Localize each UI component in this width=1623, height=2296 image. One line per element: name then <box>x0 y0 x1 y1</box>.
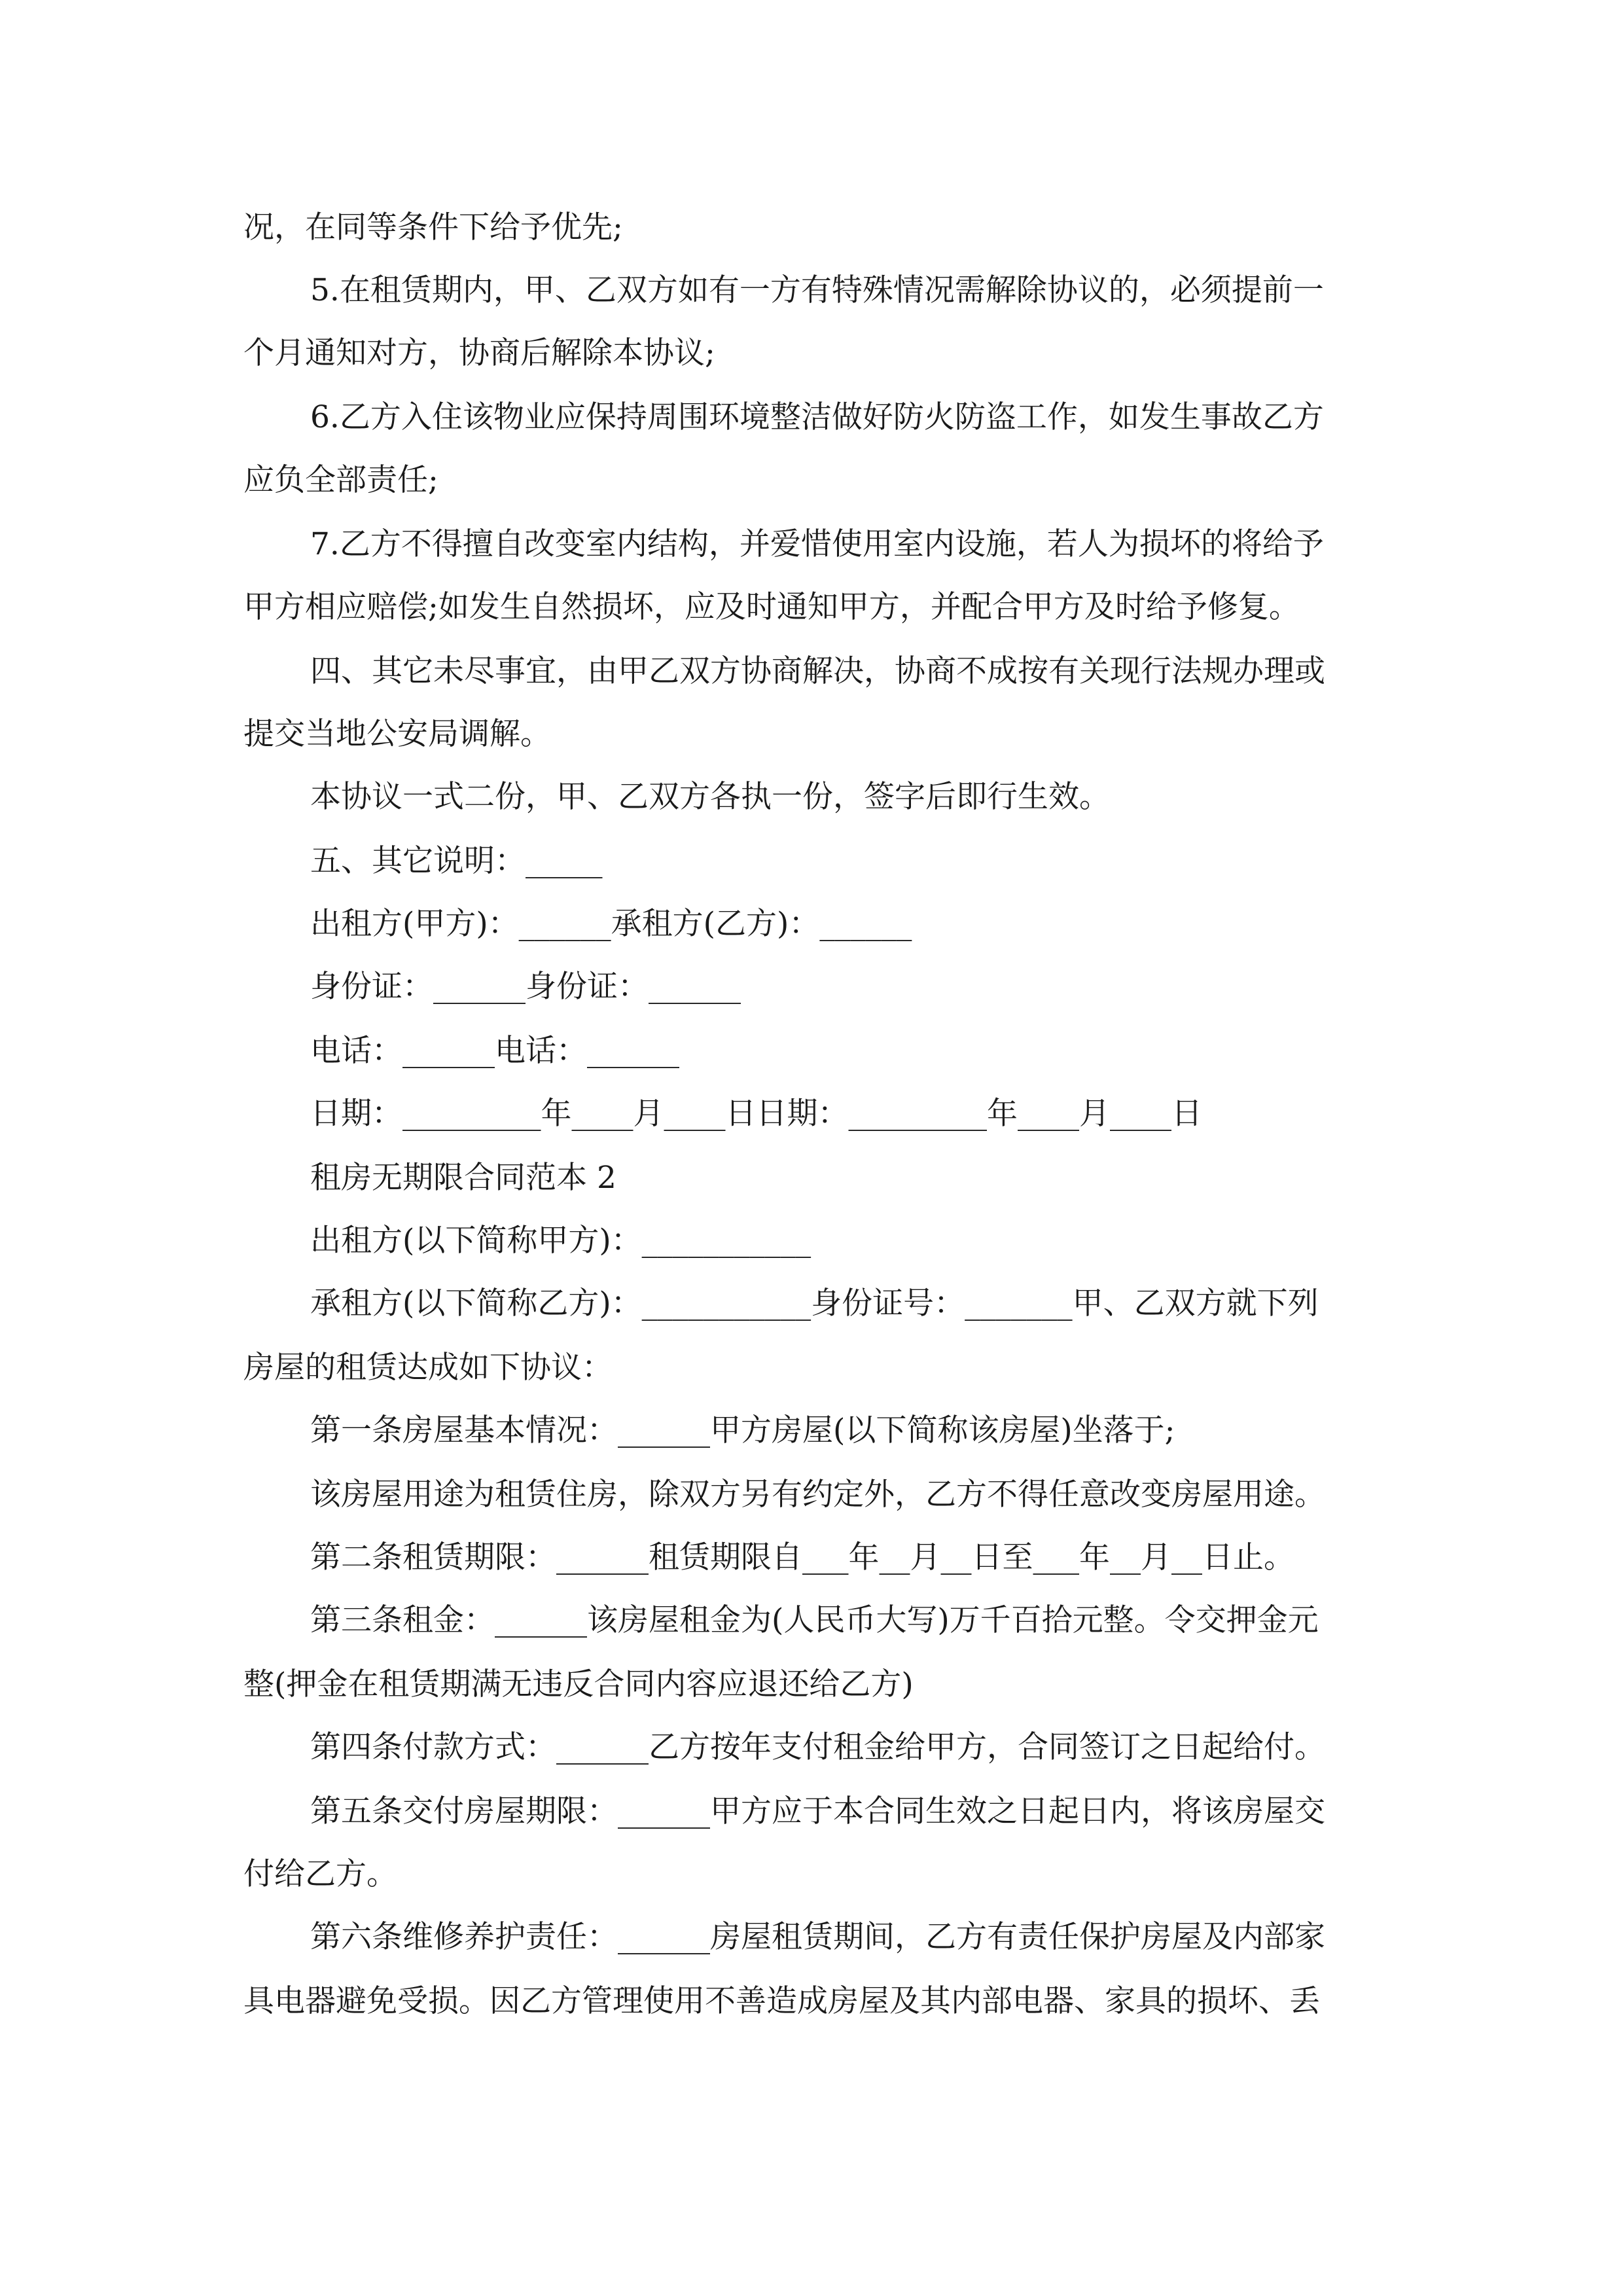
text-line: 租房无期限合同范本 2 <box>310 1160 616 1196</box>
text-line: 电话：______电话：______ <box>310 1033 679 1069</box>
text-line: 日期：_________年____月____日日期：_________年____月____日 <box>310 1096 1202 1132</box>
text-line: 第三条租金：______该房屋租金为(人民币大写)万千百拾元整。令交押金元 <box>310 1602 1319 1638</box>
text-line: 具电器避免受损。因乙方管理使用不善造成房屋及其内部电器、家具的损坏、丢 <box>243 1983 1320 2019</box>
text-line: 第一条房屋基本情况：______甲方房屋(以下简称该房屋)坐落于; <box>310 1412 1175 1448</box>
text-line: 第四条付款方式：______乙方按年支付租金给甲方，合同签订之日起给付。 <box>310 1729 1325 1765</box>
text-line: 第二条租赁期限：______租赁期限自___年__月__日至___年__月__日止。 <box>310 1539 1294 1575</box>
text-line: 甲方相应赔偿;如发生自然损坏，应及时通知甲方，并配合甲方及时给予修复。 <box>243 589 1300 625</box>
text-line: 出租方(甲方)：______承租方(乙方)：______ <box>310 906 912 942</box>
text-line: 整(押金在租赁期满无违反合同内容应退还给乙方) <box>243 1666 914 1702</box>
text-line: 第五条交付房屋期限：______甲方应于本合同生效之日起日内，将该房屋交 <box>310 1793 1325 1829</box>
text-line: 5.在租赁期内，甲、乙双方如有一方有特殊情况需解除协议的，必须提前一 <box>310 272 1324 308</box>
text-line: 该房屋用途为租赁住房，除双方另有约定外，乙方不得任意改变房屋用途。 <box>310 1477 1325 1513</box>
text-line: 7.乙方不得擅自改变室内结构，并爱惜使用室内设施，若人为损坏的将给予 <box>310 526 1324 562</box>
text-line: 提交当地公安局调解。 <box>243 716 551 752</box>
text-line: 身份证：______身份证：______ <box>310 969 741 1005</box>
text-line: 个月通知对方，协商后解除本协议; <box>243 335 715 371</box>
text-line: 付给乙方。 <box>243 1856 397 1892</box>
text-line: 本协议一式二份，甲、乙双方各执一份，签字后即行生效。 <box>310 779 1110 815</box>
text-line: 况，在同等条件下给予优先; <box>243 209 623 245</box>
text-line: 五、其它说明：_____ <box>310 843 603 879</box>
text-line: 出租方(以下简称甲方)：___________ <box>310 1223 812 1259</box>
text-line: 四、其它未尽事宜，由甲乙双方协商解决，协商不成按有关现行法规办理或 <box>310 653 1325 689</box>
text-line: 第六条维修养护责任：______房屋租赁期间，乙方有责任保护房屋及内部家 <box>310 1919 1325 1955</box>
text-line: 6.乙方入住该物业应保持周围环境整洁做好防火防盗工作，如发生事故乙方 <box>310 399 1324 435</box>
text-line: 房屋的租赁达成如下协议： <box>243 1350 613 1386</box>
text-line: 承租方(以下简称乙方)：___________身份证号：_______甲、乙双方就下列 <box>310 1285 1319 1321</box>
text-line: 应负全部责任; <box>243 462 438 498</box>
